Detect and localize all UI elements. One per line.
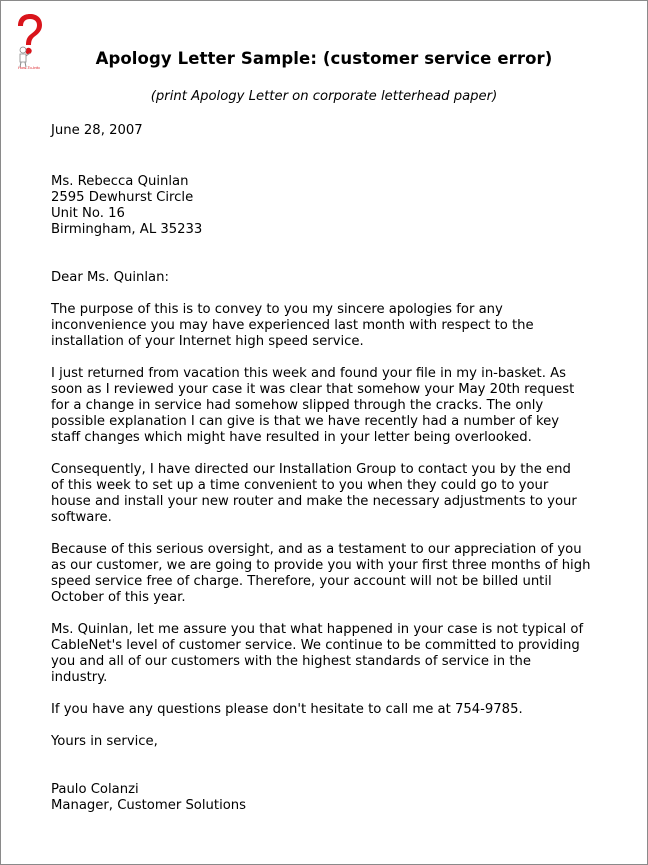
paragraph-line: CableNet's level of customer service. We continue to be committed to providing xyxy=(51,638,580,653)
paragraph-line: Ms. Quinlan, let me assure you that what happened in your case is not typical of xyxy=(51,622,584,637)
signature-title: Manager, Customer Solutions xyxy=(51,798,247,813)
paragraph-line: staff changes which might have resulted in your letter being overlooked. xyxy=(51,430,532,445)
paragraph-line: The purpose of this is to convey to you my sincere apologies for any xyxy=(51,302,503,317)
paragraph-line: I just returned from vacation this week and found your file in my in-basket. As xyxy=(51,366,566,381)
paragraph-line: Because of this serious oversight, and as a testament to our appreciation of you xyxy=(51,542,582,557)
paragraph-2 xyxy=(51,366,611,446)
paragraph-4 xyxy=(51,542,611,606)
paragraph-line: October of this year. xyxy=(51,590,186,605)
closing-line: Yours in service, xyxy=(51,734,158,749)
recipient-address xyxy=(51,174,611,238)
signature-name: Paulo Colanzi xyxy=(51,782,139,797)
page-title: Apology Letter Sample: (customer service error) xyxy=(95,49,553,68)
date-line: June 28, 2007 xyxy=(51,123,143,138)
paragraph-line: If you have any questions please don't hesitate to call me at 754-9785. xyxy=(51,702,523,717)
paragraph-line: soon as I reviewed your case it was clear that somehow your May 20th request xyxy=(51,382,575,397)
signature-block xyxy=(51,782,611,814)
paragraph-line: inconvenience you may have experienced last month with respect to the xyxy=(51,318,534,333)
address-line: Birmingham, AL 35233 xyxy=(51,222,203,237)
paragraph-line: you and all of our customers with the highest standards of service in the xyxy=(51,654,531,669)
salutation xyxy=(51,270,611,286)
salutation-line: Dear Ms. Quinlan: xyxy=(51,270,169,285)
closing xyxy=(51,734,611,750)
page-subtitle: (print Apology Letter on corporate letterhead paper) xyxy=(150,89,498,104)
paragraph-line: possible explanation I can give is that we have recently had a number of key xyxy=(51,414,560,429)
paragraph-line: speed service free of charge. Therefore, your account will not be billed until xyxy=(51,574,552,589)
paragraph-line: house and install your new router and make the necessary adjustments to your xyxy=(51,494,577,509)
address-line: Ms. Rebecca Quinlan xyxy=(51,174,189,189)
paragraph-line: as our customer, we are going to provide you with your first three months of high xyxy=(51,558,591,573)
paragraph-6 xyxy=(51,702,611,718)
logo-caption: How-To-Info xyxy=(18,65,40,70)
letter-date xyxy=(51,123,611,139)
paragraph-line: software. xyxy=(51,510,112,525)
paragraph-line: of this week to set up a time convenient to you when they could go to your xyxy=(51,478,549,493)
paragraph-line: Consequently, I have directed our Installation Group to contact you by the end xyxy=(51,462,571,477)
address-line: Unit No. 16 xyxy=(51,206,125,221)
paragraph-1 xyxy=(51,302,611,350)
paragraph-line: for a change in service had somehow slipped through the cracks. The only xyxy=(51,398,544,413)
paragraph-line: installation of your Internet high speed service. xyxy=(51,334,364,349)
paragraph-3 xyxy=(51,462,611,526)
paragraph-5 xyxy=(51,622,611,686)
paragraph-line: industry. xyxy=(51,670,108,685)
address-line: 2595 Dewhurst Circle xyxy=(51,190,194,205)
